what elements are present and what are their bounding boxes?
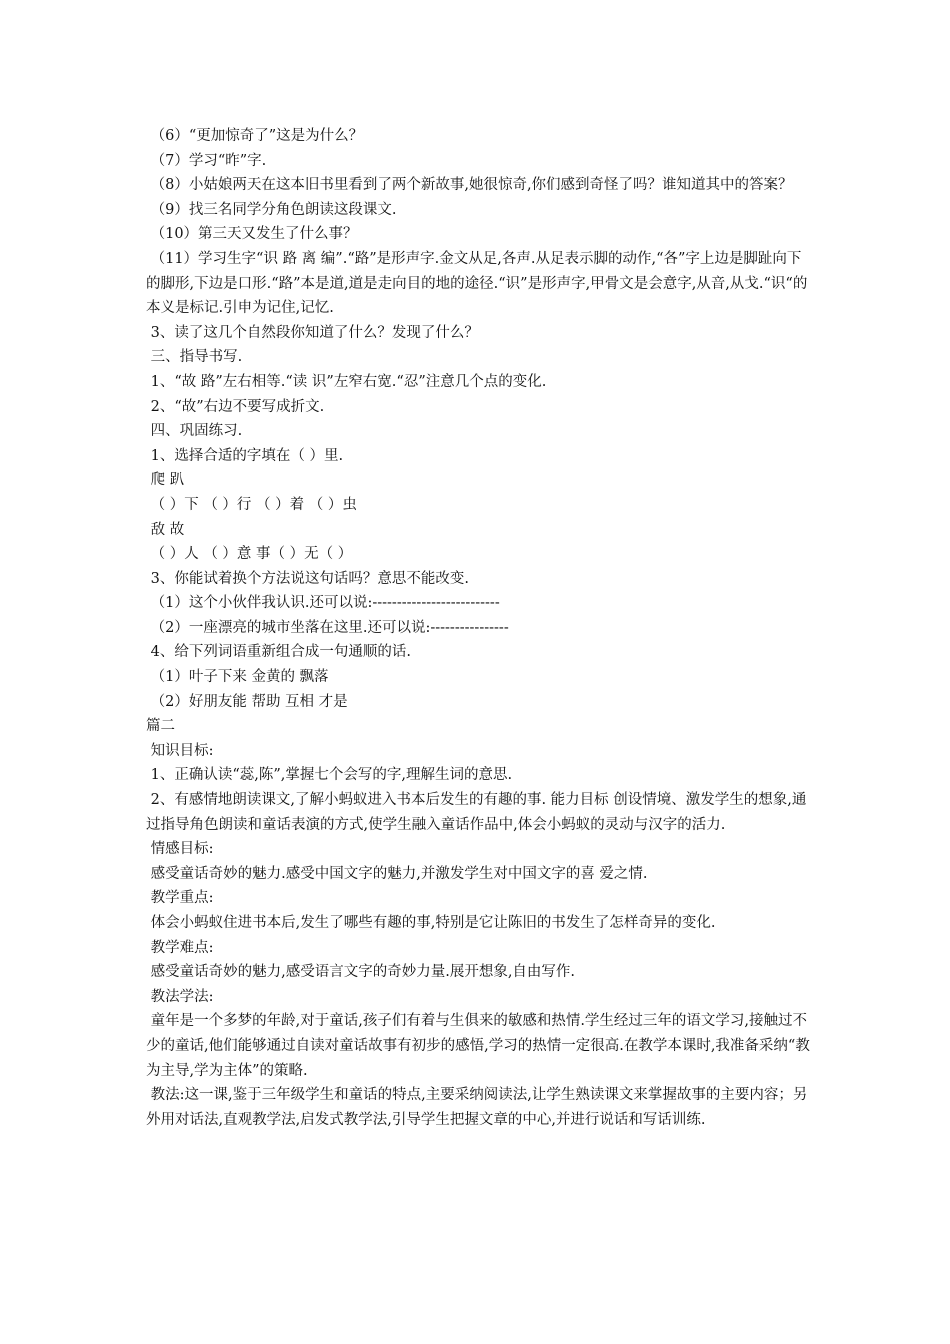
- text-line: 1、正确认读“蕊,陈”,掌握七个会写的字,理解生词的意思.: [146, 767, 513, 784]
- text-line: 4、给下列词语重新组合成一句通顺的话.: [146, 644, 411, 661]
- document-page: [146, 124, 810, 1132]
- text-line: （2）好朋友能 帮助 互相 才是: [146, 693, 348, 710]
- text-line: （1）这个小伙伴我认识.还可以说:--------------------------: [146, 595, 500, 612]
- text-line: 敌 故: [146, 521, 185, 538]
- text-line: 教学重点:: [146, 890, 214, 907]
- text-line: （2）一座漂亮的城市坐落在这里.还可以说:----------------: [146, 619, 509, 636]
- text-line: （8）小姑娘两天在这本旧书里看到了两个新故事,她很惊奇,你们感到奇怪了吗？谁知道其中的答案？: [146, 177, 793, 194]
- text-line: 2、有感情地朗读课文,了解小蚂蚁进入书本后发生的有趣的事. 能力目标 创设情境、激发学生的想象,通过指导角色朗读和童话表演的方式,使学生融入童话作品中,体会小蚂蚁的灵动与汉字的活力.: [146, 792, 807, 833]
- text-line: 3、读了这几个自然段你知道了什么？发现了什么？: [146, 324, 479, 341]
- text-line: 教学难点:: [146, 939, 214, 956]
- text-line: 体会小蚂蚁住进书本后,发生了哪些有趣的事,特别是它让陈旧的书发生了怎样奇异的变化.: [146, 915, 716, 931]
- text-line: 3、你能试着换个方法说这句话吗？意思不能改变.: [146, 570, 469, 587]
- text-line: 知识目标:: [146, 742, 214, 759]
- text-line: 2、“故”右边不要写成折文.: [146, 398, 325, 415]
- section-heading: 三、指导书写.: [146, 349, 243, 366]
- section-heading: 四、巩固练习.: [146, 423, 243, 440]
- text-line: 感受童话奇妙的魅力,感受语言文字的奇妙力量.展开想象,自由写作.: [146, 964, 576, 981]
- text-line: 教法学法:: [146, 988, 214, 1005]
- text-line: 感受童话奇妙的魅力.感受中国文字的魅力,并激发学生对中国文字的喜 爱之情.: [146, 865, 648, 882]
- text-line: 童年是一个多梦的年龄,对于童话,孩子们有着与生俱来的敏感和热情.学生经过三年的语文学习,接触过不少的童话,他们能够通过自读对童话故事有初步的感悟,学习的热情一定很高.在教学本课时,我准备采纳“教为主导,学为主体”的策略.: [146, 1013, 810, 1079]
- text-line: （1）叶子下来 金黄的 飘落: [146, 669, 329, 686]
- text-line: 爬 趴: [146, 472, 185, 489]
- text-line: 1、选择合适的字填在（ ）里.: [146, 447, 344, 464]
- text-line: （7）学习“昨”字.: [146, 152, 267, 169]
- text-line: 情感目标:: [146, 841, 214, 858]
- text-line: （6）“更加惊奇了”这是为什么？: [146, 128, 364, 144]
- text-line: （9）找三名同学分角色朗读这段课文.: [146, 201, 397, 218]
- text-line: 教法:这一课,鉴于三年级学生和童话的特点,主要采纳阅读法,让学生熟读课文来掌握故事的主要内容；另外用对话法,直观教学法,启发式教学法,引导学生把握文章的中心,并进行说话和写话训练.: [146, 1087, 808, 1128]
- text-line: （ ）下 （ ）行 （ ）着 （ ）虫: [146, 496, 357, 513]
- section-heading: 篇二: [146, 718, 175, 735]
- text-line: （10）第三天又发生了什么事？: [146, 226, 358, 243]
- text-line: （ ）人 （ ）意 事（ ）无（ ）: [146, 546, 353, 563]
- text-line: （11）学习生字“识 路 离 编”.“路”是形声字.金文从足,各声.从足表示脚的动作,“各”字上边是脚趾向下的脚形,下边是口形.“路”本是道,道是走向目的地的途径.“识”是形声字,甲骨文是会意字,从音,从戈.“识“的本义是标记.引申为记住,记忆.: [146, 250, 808, 317]
- text-line: 1、“故 路”左右相等.“读 识”左窄右宽.“忍”注意几个点的变化.: [146, 373, 547, 390]
